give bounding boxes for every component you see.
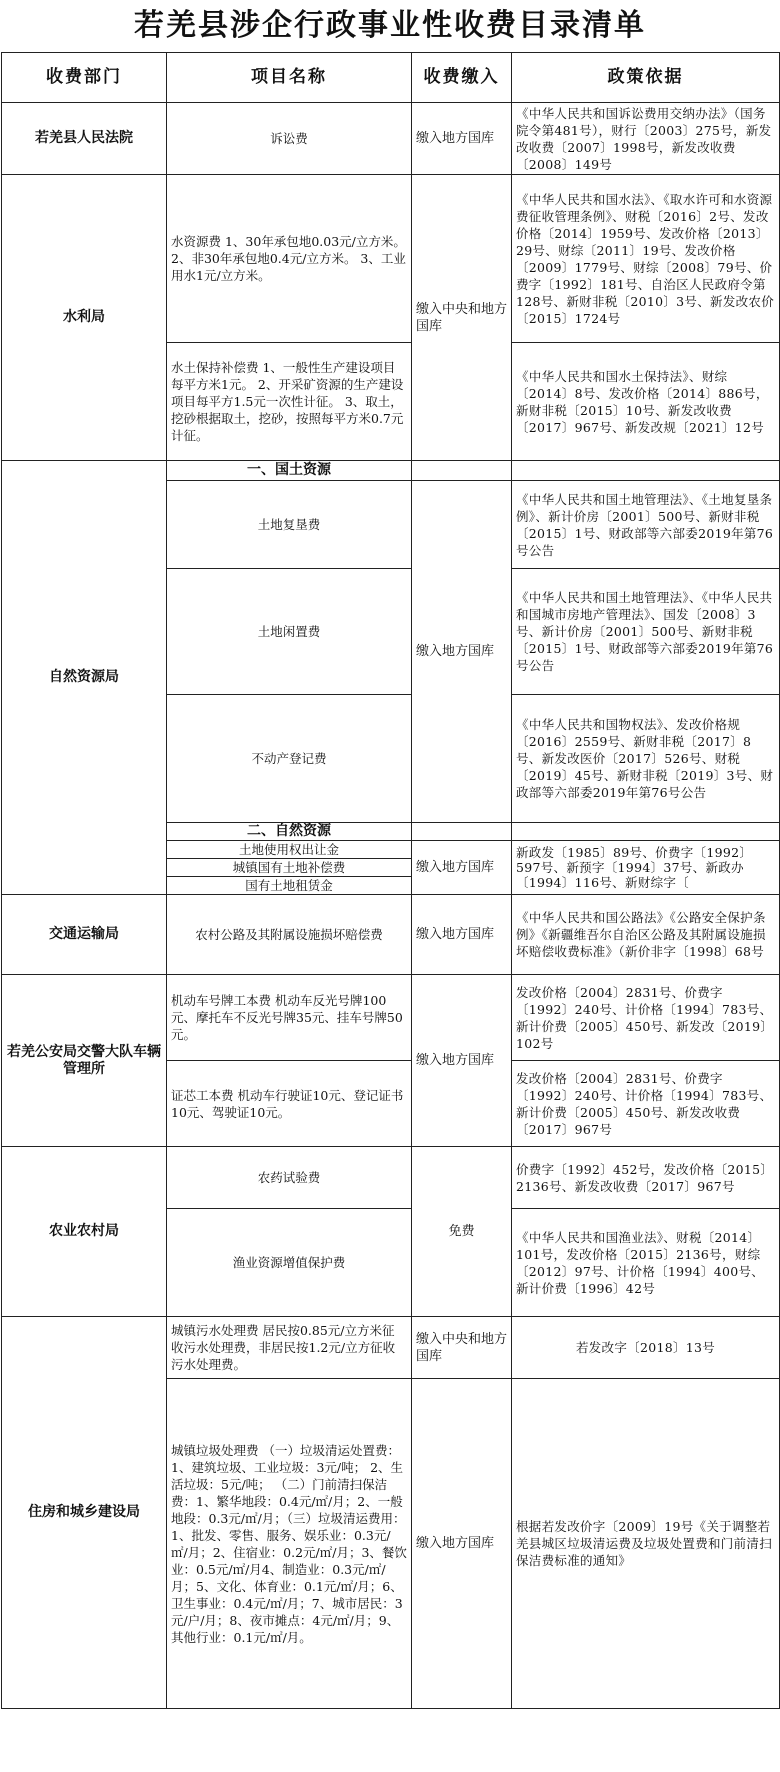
item-soil-conservation-fee: 水土保持补偿费 1、一般性生产建设项目每平方米1元。 2、开采矿资源的生产建设项目每平方1.5元一次性计征。 3、取土，挖砂根据取土，挖砂，按照每平方米0.7元计征。 — [167, 343, 412, 461]
section-natural: 二、自然资源 — [167, 823, 412, 841]
table-row — [2, 175, 780, 343]
pay-transport: 缴入地方国库 — [412, 895, 512, 975]
header-row — [2, 53, 780, 103]
item-fishery-fee: 渔业资源增值保护费 — [167, 1209, 412, 1317]
item-litigation-fee: 诉讼费 — [167, 103, 412, 175]
policy-water-1: 《中华人民共和国水法》、《取水许可和水资源费征收管理条例》、财税〔2016〕2号、发改价格〔2014〕1959号、发改价格〔2013〕29号、财综〔2011〕19号、发改价格〔2009〕1779号、财综〔2008〕79号、价费字〔1992〕181号、自治区人民政府令第128号、新财非税〔2010〕3号、新发改农价〔2015〕1724号 — [512, 175, 780, 343]
policy-water-2: 《中华人民共和国水土保持法》、财综〔2014〕8号、发改价格〔2014〕886号，新财非税〔2015〕10号、新发改收费〔2017〕967号、新发改规〔2021〕12号 — [512, 343, 780, 461]
policy-agri-2: 《中华人民共和国渔业法》、财税〔2014〕101号，发改价格〔2015〕2136号，财综〔2012〕97号、计价格〔1994〕400号、新计价费〔1996〕42号 — [512, 1209, 780, 1317]
item-road-damage-fee: 农村公路及其附属设施损坏赔偿费 — [167, 895, 412, 975]
table-row — [2, 103, 780, 175]
item-water-resource-fee: 水资源费 1、30年承包地0.03元/立方米。 2、非30年承包地0.4元/立方米。 3、工业用水1元/立方米。 — [167, 175, 412, 343]
header-dept: 收费部门 — [2, 53, 167, 103]
table-row — [2, 895, 780, 975]
dept-police: 若羌公安局交警大队车辆管理所 — [2, 975, 167, 1147]
policy-agri-1: 价费字〔1992〕452号，发改价格〔2015〕2136号、新发改收费〔2017〕967号 — [512, 1147, 780, 1209]
section-land: 一、国土资源 — [167, 461, 412, 481]
item-property-registration-fee: 不动产登记费 — [167, 695, 412, 823]
empty-cell — [412, 461, 512, 481]
pay-agri: 免费 — [412, 1147, 512, 1317]
pay-housing-2: 缴入地方国库 — [412, 1379, 512, 1709]
dept-water: 水利局 — [2, 175, 167, 461]
pay-court: 缴入地方国库 — [412, 103, 512, 175]
table-row — [2, 461, 780, 481]
pay-housing-1: 缴入中央和地方国库 — [412, 1317, 512, 1379]
table-row — [2, 1147, 780, 1209]
item-land-compensation: 城镇国有土地补偿费 — [167, 859, 412, 877]
header-item: 项目名称 — [167, 53, 412, 103]
item-land-transfer: 土地使用权出让金 — [167, 841, 412, 859]
item-pesticide-fee: 农药试验费 — [167, 1147, 412, 1209]
empty-cell — [412, 823, 512, 841]
item-sewage-fee: 城镇污水处理费 居民按0.85元/立方米征收污水处理费，非居民按1.2元/立方征收污水处理费。 — [167, 1317, 412, 1379]
pay-nature-2: 缴入地方国库 — [412, 841, 512, 895]
pay-nature-1: 缴入地方国库 — [412, 481, 512, 823]
header-pay: 收费缴入 — [412, 53, 512, 103]
item-idle-land-fee: 土地闲置费 — [167, 569, 412, 695]
policy-housing-1: 若发改字〔2018〕13号 — [512, 1317, 780, 1379]
item-garbage-fee: 城镇垃圾处理费 （一）垃圾清运处置费：1、建筑垃圾、工业垃圾：3元/吨； 2、生活垃圾：5元/吨； （二）门前清扫保洁费：1、繁华地段：0.4元/㎡/月；2、一般地段：0.3元/㎡/月；（三）垃圾清运费用：1、批发、零售、服务、娱乐业：0.3元/㎡/月；2、住宿业：0.2元/㎡/月；3、餐饮业：0.5元/㎡/月4、制造业：0.3元/㎡/月；5、文化、体育业：0.1元/㎡/月；6、卫生事业：0.4元/㎡/月；7、城市居民：3元/户/月；8、夜市摊点：4元/㎡/月；9、其他行业：0.1元/㎡/月。 — [167, 1379, 412, 1709]
table-row — [2, 1317, 780, 1379]
item-land-reclamation-fee: 土地复垦费 — [167, 481, 412, 569]
header-policy: 政策依据 — [512, 53, 780, 103]
dept-agri: 农业农村局 — [2, 1147, 167, 1317]
policy-police-1: 发改价格〔2004〕2831号、价费字〔1992〕240号、计价格〔1994〕783号、新计价费〔2005〕450号、新发改〔2019〕102号 — [512, 975, 780, 1061]
dept-transport: 交通运输局 — [2, 895, 167, 975]
policy-police-2: 发改价格〔2004〕2831号、价费字〔1992〕240号、计价格〔1994〕783号、新计价费〔2005〕450号、新发改收费〔2017〕967号 — [512, 1061, 780, 1147]
policy-court: 《中华人民共和国诉讼费用交纳办法》（国务院令第481号），财行〔2003〕275号，新发改收费〔2007〕1998号，新发改收费〔2008〕149号 — [512, 103, 780, 175]
empty-cell — [512, 823, 780, 841]
item-land-rent: 国有土地租赁金 — [167, 877, 412, 895]
item-license-fee: 证芯工本费 机动车行驶证10元、登记证书10元、驾驶证10元。 — [167, 1061, 412, 1147]
fee-table — [1, 52, 780, 1709]
dept-housing: 住房和城乡建设局 — [2, 1317, 167, 1709]
policy-nature-4: 新政发〔1985〕89号、价费字〔1992〕597号、新预字〔1994〕37号、新政办〔1994〕116号、新财综字〔 — [512, 841, 780, 895]
policy-housing-2: 根据若发改价字〔2009〕19号《关于调整若羌县城区垃圾清运费及垃圾处置费和门前清扫保洁费标准的通知》 — [512, 1379, 780, 1709]
dept-court: 若羌县人民法院 — [2, 103, 167, 175]
empty-cell — [512, 461, 780, 481]
pay-police: 缴入地方国库 — [412, 975, 512, 1147]
policy-nature-2: 《中华人民共和国土地管理法》、《中华人民共和国城市房地产管理法》、国发〔2008〕3号、新计价房〔2001〕500号、新财非税〔2015〕1号、财政部等六部委2019年第76号公告 — [512, 569, 780, 695]
policy-nature-1: 《中华人民共和国土地管理法》、《土地复垦条例》、新计价房〔2001〕500号、新财非税〔2015〕1号、财政部等六部委2019年第76号公告 — [512, 481, 780, 569]
page-title: 若羌县涉企行政事业性收费目录清单 — [134, 8, 646, 43]
policy-transport: 《中华人民共和国公路法》《公路安全保护条例》《新疆维吾尔自治区公路及其附属设施损坏赔偿收费标准》（新价非字〔1998〕68号 — [512, 895, 780, 975]
pay-water: 缴入中央和地方国库 — [412, 175, 512, 461]
item-plate-fee: 机动车号牌工本费 机动车反光号牌100元、摩托车不反光号牌35元、挂车号牌50元。 — [167, 975, 412, 1061]
policy-nature-3: 《中华人民共和国物权法》、发改价格规〔2016〕2559号、新财非税〔2017〕8号、新发改医价〔2017〕526号、财税〔2019〕45号、新财非税〔2019〕3号、财政部等六部委2019年第76号公告 — [512, 695, 780, 823]
dept-nature: 自然资源局 — [2, 461, 167, 895]
table-row — [2, 975, 780, 1061]
